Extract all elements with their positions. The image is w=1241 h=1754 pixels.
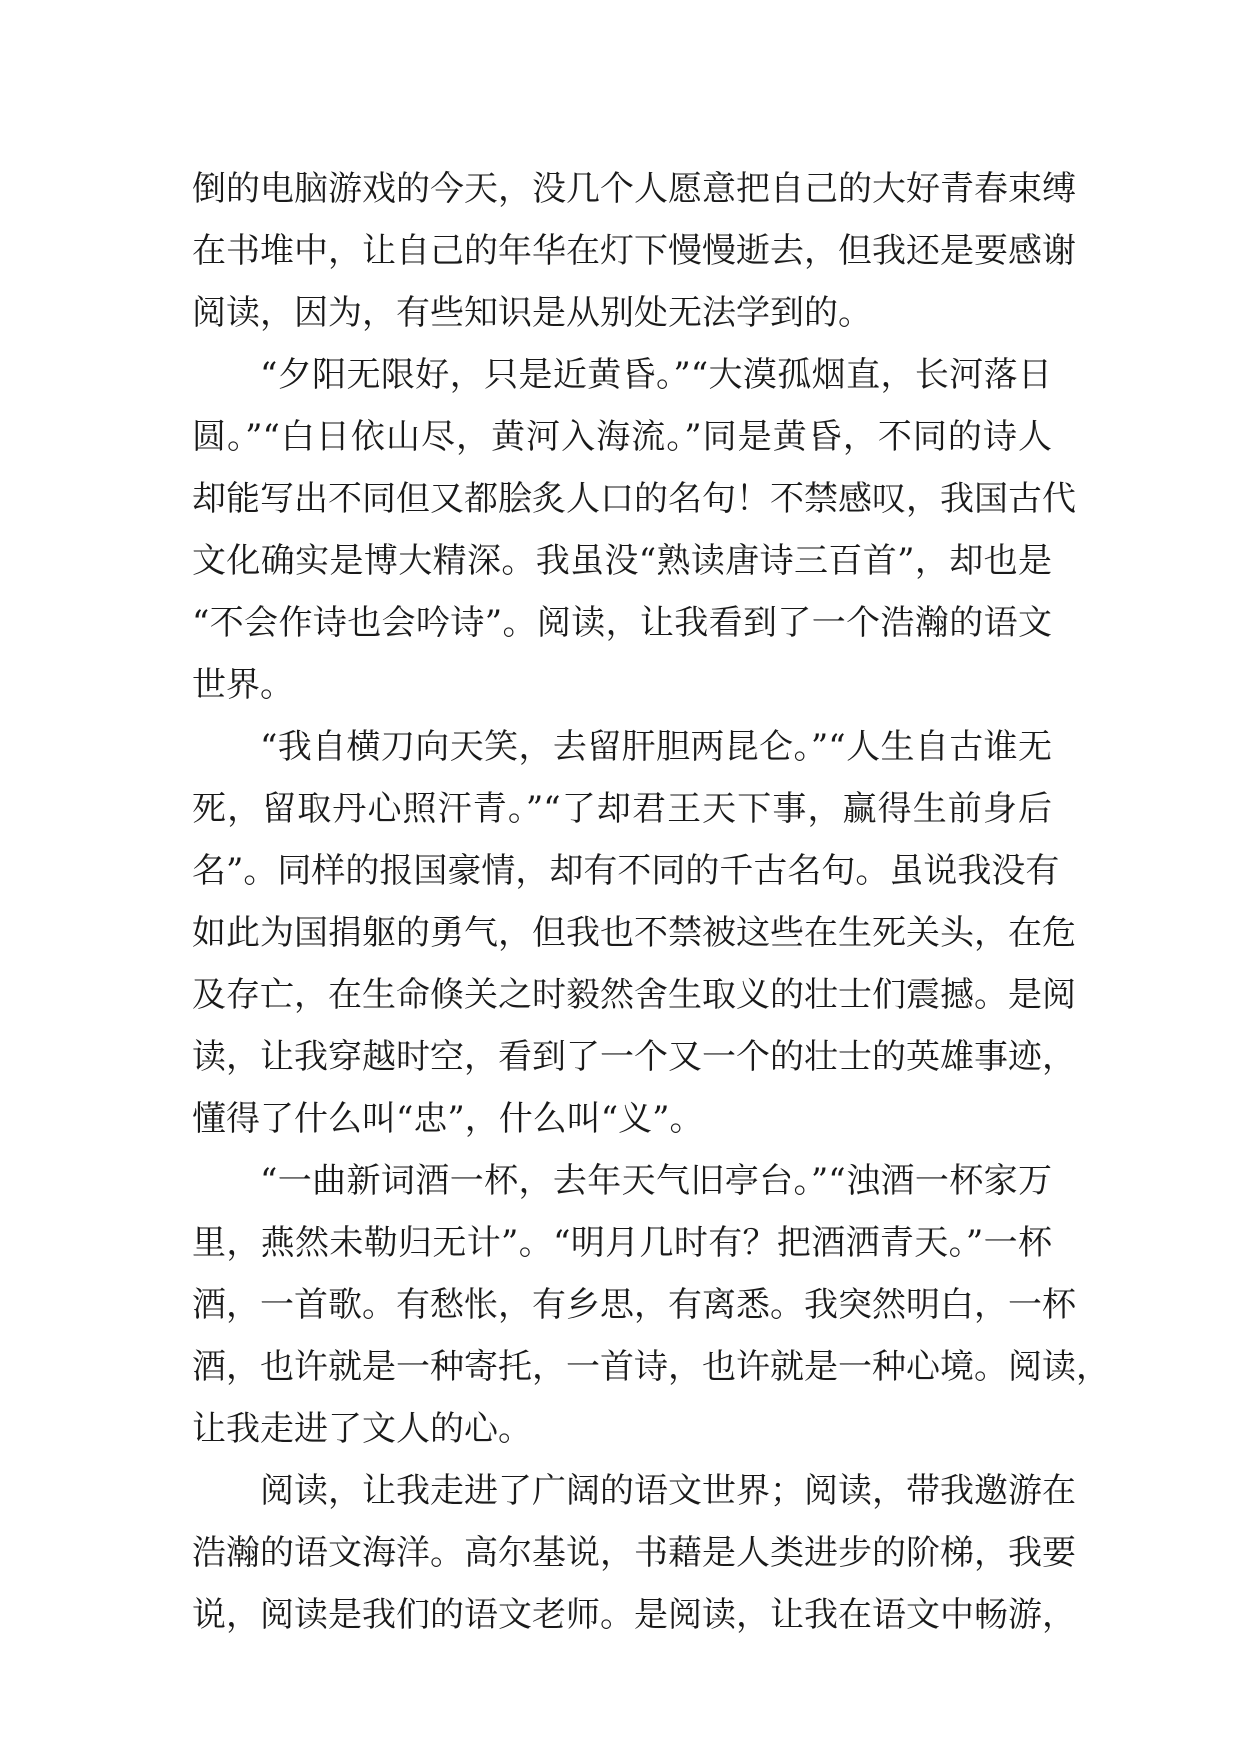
text-line: 却能写出不同但又都脍炙人口的名句！不禁感叹，我国古代 <box>192 479 1076 519</box>
text-line: 浩瀚的语文海洋。高尔基说，书藉是人类进步的阶梯，我要 <box>192 1533 1076 1573</box>
text-line: 名”。同样的报国豪情，却有不同的千古名句。虽说我没有 <box>192 851 1060 891</box>
text-line: 死，留取丹心照汗青。”“了却君王天下事，赢得生前身后 <box>192 789 1052 829</box>
paragraph-1 <box>192 158 1076 344</box>
paragraph-2 <box>192 344 1076 716</box>
text-line: 说，阅读是我们的语文老师。是阅读，让我在语文中畅游， <box>192 1595 1076 1635</box>
text-line: 阅读，因为，有些知识是从别处无法学到的。 <box>192 293 872 333</box>
text-line: “夕阳无限好，只是近黄昏。”“大漠孤烟直，长河落日 <box>260 355 1052 395</box>
text-line: “我自横刀向天笑，去留肝胆两昆仑。”“人生自古谁无 <box>260 727 1052 767</box>
text-line: 文化确实是博大精深。我虽没“熟读唐诗三百首”，却也是 <box>192 541 1052 581</box>
paragraph-5 <box>192 1460 1076 1646</box>
paragraph-4 <box>192 1150 1110 1460</box>
text-line: 酒，一首歌。有愁怅，有乡思，有离悉。我突然明白，一杯 <box>192 1285 1076 1325</box>
text-line: 读，让我穿越时空，看到了一个又一个的壮士的英雄事迹， <box>192 1037 1076 1077</box>
text-line: “不会作诗也会吟诗”。阅读，让我看到了一个浩瀚的语文 <box>192 603 1052 643</box>
text-line: 世界。 <box>192 665 294 705</box>
text-line: “一曲新词酒一杯，去年天气旧亭台。”“浊酒一杯家万 <box>260 1161 1052 1201</box>
text-line: 懂得了什么叫“忠”，什么叫“义”。 <box>192 1099 704 1139</box>
body-text <box>192 158 1110 1646</box>
text-line: 在书堆中，让自己的年华在灯下慢慢逝去，但我还是要感谢 <box>192 231 1076 271</box>
text-line: 如此为国捐躯的勇气，但我也不禁被这些在生死关头，在危 <box>192 913 1076 953</box>
text-line: 让我走进了文人的心。 <box>192 1409 532 1449</box>
text-line: 倒的电脑游戏的今天，没几个人愿意把自己的大好青春束缚 <box>192 169 1076 209</box>
text-line: 里，燕然未勒归无计”。“明月几时有？把酒洒青天。”一杯 <box>192 1223 1052 1263</box>
text-line: 阅读，让我走进了广阔的语文世界；阅读，带我邀游在 <box>260 1471 1076 1511</box>
text-line: 及存亡，在生命倏关之时毅然舍生取义的壮士们震撼。是阅 <box>192 975 1076 1015</box>
paragraph-3 <box>192 716 1076 1150</box>
text-line: 酒，也许就是一种寄托，一首诗，也许就是一种心境。阅读， <box>192 1347 1110 1387</box>
text-line: 圆。”“白日依山尽，黄河入海流。”同是黄昏，不同的诗人 <box>192 417 1052 457</box>
